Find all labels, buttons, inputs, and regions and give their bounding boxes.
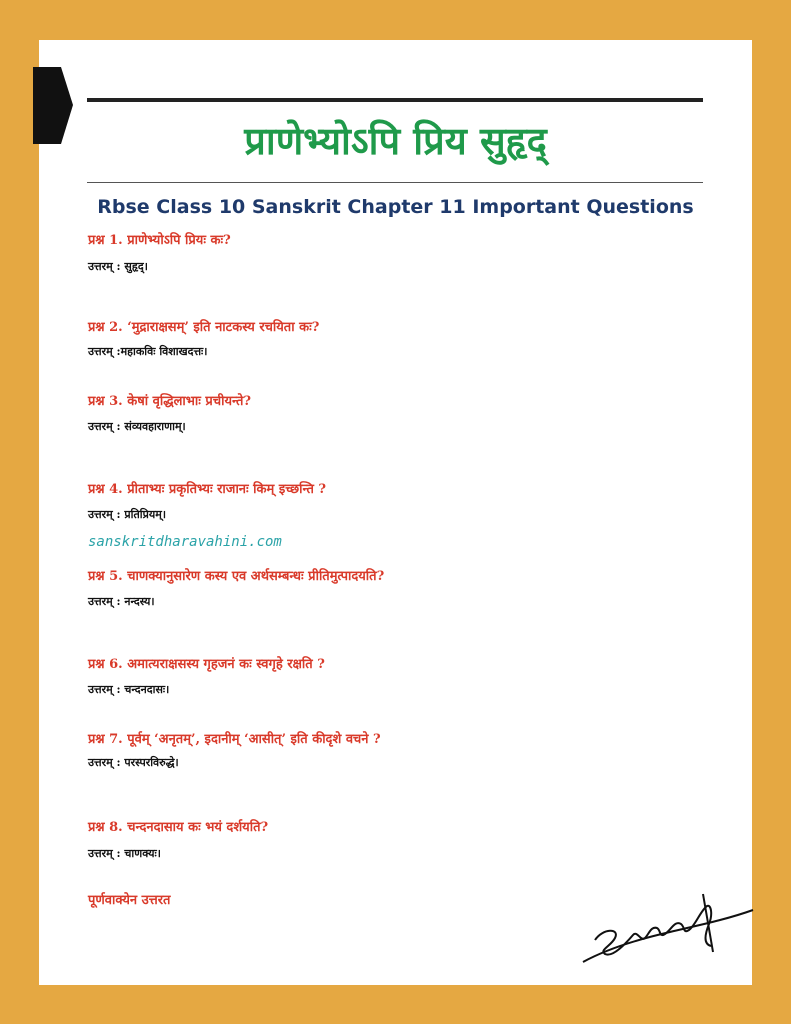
page-subtitle: Rbse Class 10 Sanskrit Chapter 11 Important Questions: [97, 196, 694, 218]
answer-5: उत्तरम् : नन्दस्य।: [88, 595, 155, 608]
answer-3: उत्तरम् : संव्यवहाराणाम्।: [88, 420, 186, 433]
answer-8: उत्तरम् : चाणक्यः।: [88, 847, 161, 860]
signature-icon: [575, 880, 760, 970]
answer-2: उत्तरम् :महाकविः विशाखदत्तः।: [88, 345, 208, 358]
watermark-link[interactable]: sanskritdharavahini.com: [88, 534, 282, 550]
answer-7: उत्तरम् : परस्परविरुद्धे।: [88, 756, 179, 769]
question-7: प्रश्न 7. पूर्वम् ‘अनृतम्’, इदानीम् ‘आसीत्’ इति कीदृशे वचने ?: [88, 732, 381, 747]
question-5: प्रश्न 5. चाणक्यानुसारेण कस्य एव अर्थसम्बन्धः प्रीतिमुत्पादयति?: [88, 569, 385, 584]
question-2: प्रश्न 2. ‘मुद्राराक्षसम्’ इति नाटकस्य रचयिता कः?: [88, 320, 320, 335]
question-8: प्रश्न 8. चन्दनदासाय कः भयं दर्शयति?: [88, 820, 269, 835]
page-title: प्राणेभ्योऽपि प्रिय सुहृद्: [244, 119, 547, 163]
top-rule: [87, 98, 703, 102]
question-4: प्रश्न 4. प्रीताभ्यः प्रकृतिभ्यः राजानः किम् इच्छन्ति ?: [88, 482, 327, 497]
title-divider: [87, 182, 703, 183]
answer-6: उत्तरम् : चन्दनदासः।: [88, 683, 170, 696]
section-heading: पूर्णवाक्येन उत्तरत: [88, 893, 171, 908]
answer-4: उत्तरम् : प्रतिप्रियम्।: [88, 508, 167, 521]
question-3: प्रश्न 3. केषां वृद्धिलाभाः प्रचीयन्ते?: [88, 394, 252, 409]
question-1: प्रश्न 1. प्राणेभ्योऽपि प्रियः कः?: [88, 233, 231, 248]
question-6: प्रश्न 6. अमात्यराक्षसस्य गृहजनं कः स्वगृहे रक्षति ?: [88, 657, 325, 672]
answer-1: उत्तरम् : सुहृद्।: [88, 260, 148, 273]
